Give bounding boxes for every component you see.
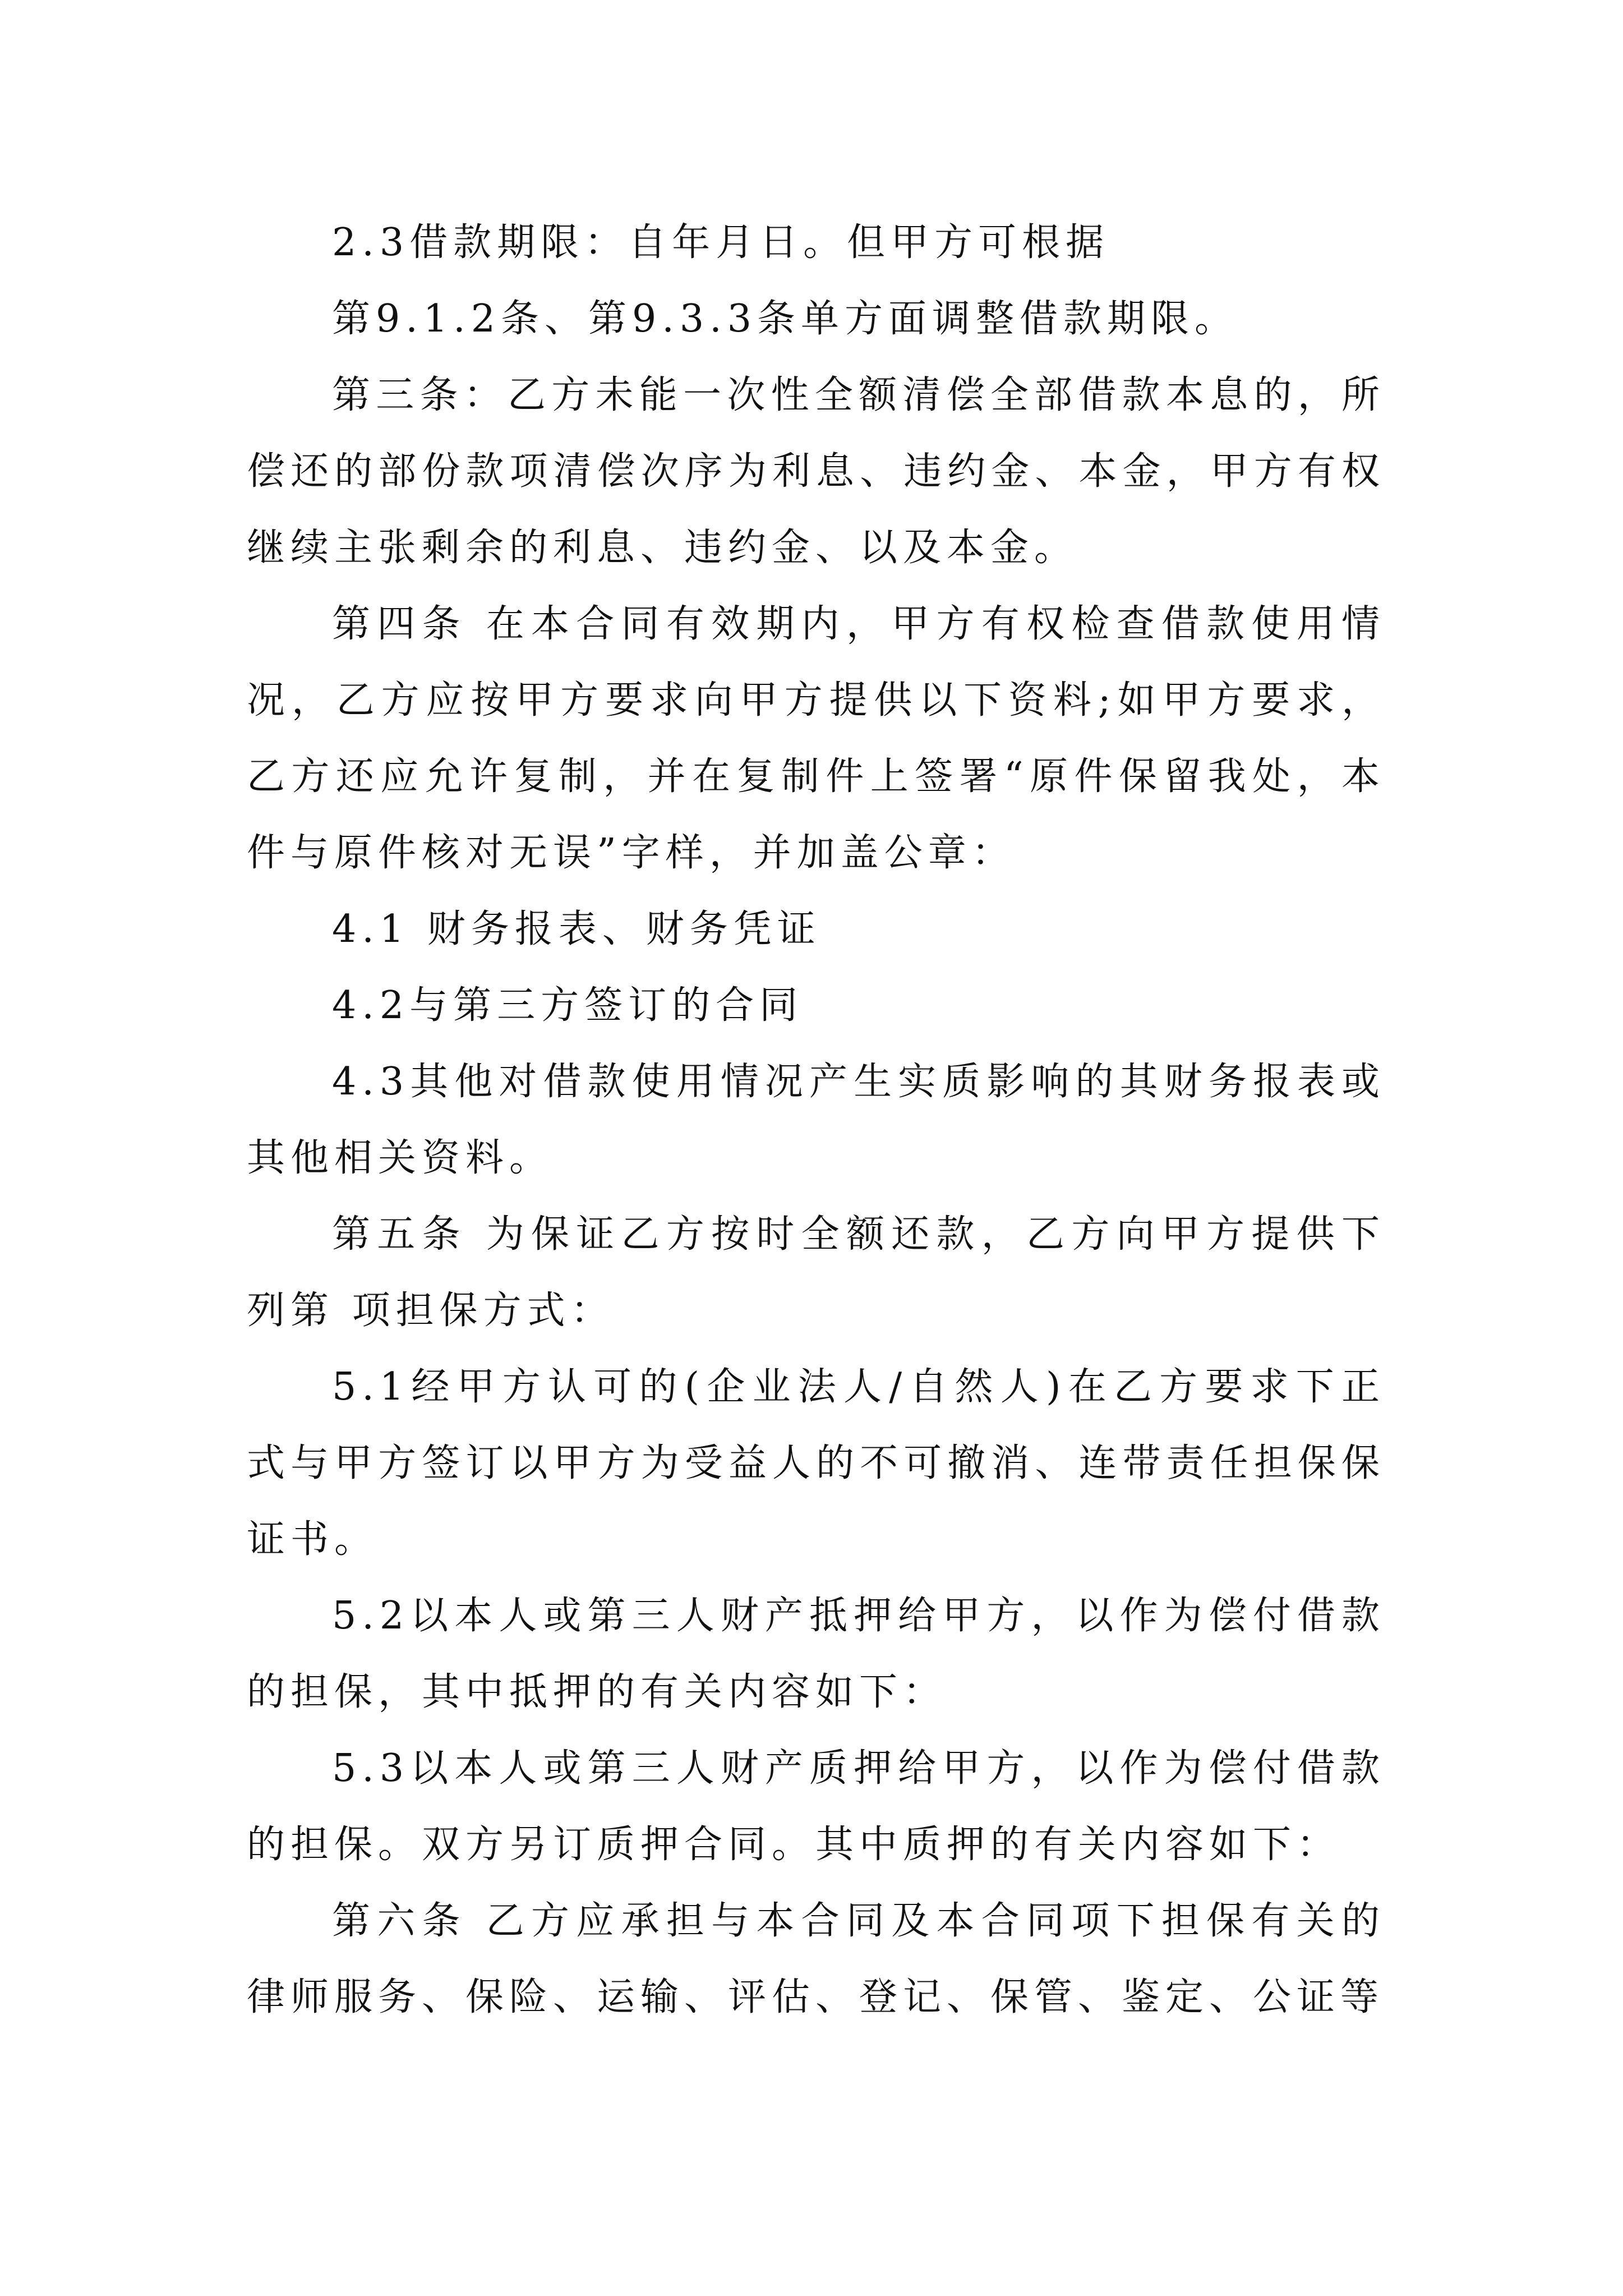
paragraph-item-4-3: 4.3其他对借款使用情况产生实质影响的其财务报表或其他相关资料。: [247, 1060, 1385, 1180]
paragraph-item-5-1: 5.1经甲方认可的(企业法人/自然人)在乙方要求下正式与甲方签订以甲方为受益人的不可撤消、连带责任担保保证书。: [247, 1365, 1385, 1562]
paragraph-article-4: 第四条 在本合同有效期内，甲方有权检查借款使用情况，乙方应按甲方要求向甲方提供以下资料;如甲方要求，乙方还应允许复制，并在复制件上签署“原件保留我处，本件与原件核对无误”字样，并加盖公章：: [247, 602, 1385, 875]
paragraph-article-3: 第三条：乙方未能一次性全额清偿全部借款本息的，所偿还的部份款项清偿次序为利息、违约金、本金，甲方有权继续主张剩余的利息、违约金、以及本金。: [247, 373, 1385, 570]
paragraph-article-5: 第五条 为保证乙方按时全额还款，乙方向甲方提供下列第 项担保方式：: [247, 1212, 1385, 1333]
paragraph-item-4-1: 4.1 财务报表、财务凭证: [332, 907, 821, 951]
paragraph-item-5-2: 5.2以本人或第三人财产抵押给甲方，以作为偿付借款的担保，其中抵押的有关内容如下：: [247, 1594, 1385, 1714]
paragraph-article-6: 第六条 乙方应承担与本合同及本合同项下担保有关的律师服务、保险、运输、评估、登记、保管、鉴定、公证等: [247, 1899, 1385, 2019]
document-body: [247, 205, 1385, 2036]
paragraph-term-adjustment: 第9.1.2条、第9.3.3条单方面调整借款期限。: [332, 297, 1239, 341]
paragraph-item-4-2: 4.2与第三方签订的合同: [332, 983, 804, 1028]
paragraph-loan-term: 2.3借款期限：自年月日。但甲方可根据: [332, 220, 1110, 265]
paragraph-item-5-3: 5.3以本人或第三人财产质押给甲方，以作为偿付借款的担保。双方另订质押合同。其中质押的有关内容如下：: [247, 1746, 1385, 1867]
